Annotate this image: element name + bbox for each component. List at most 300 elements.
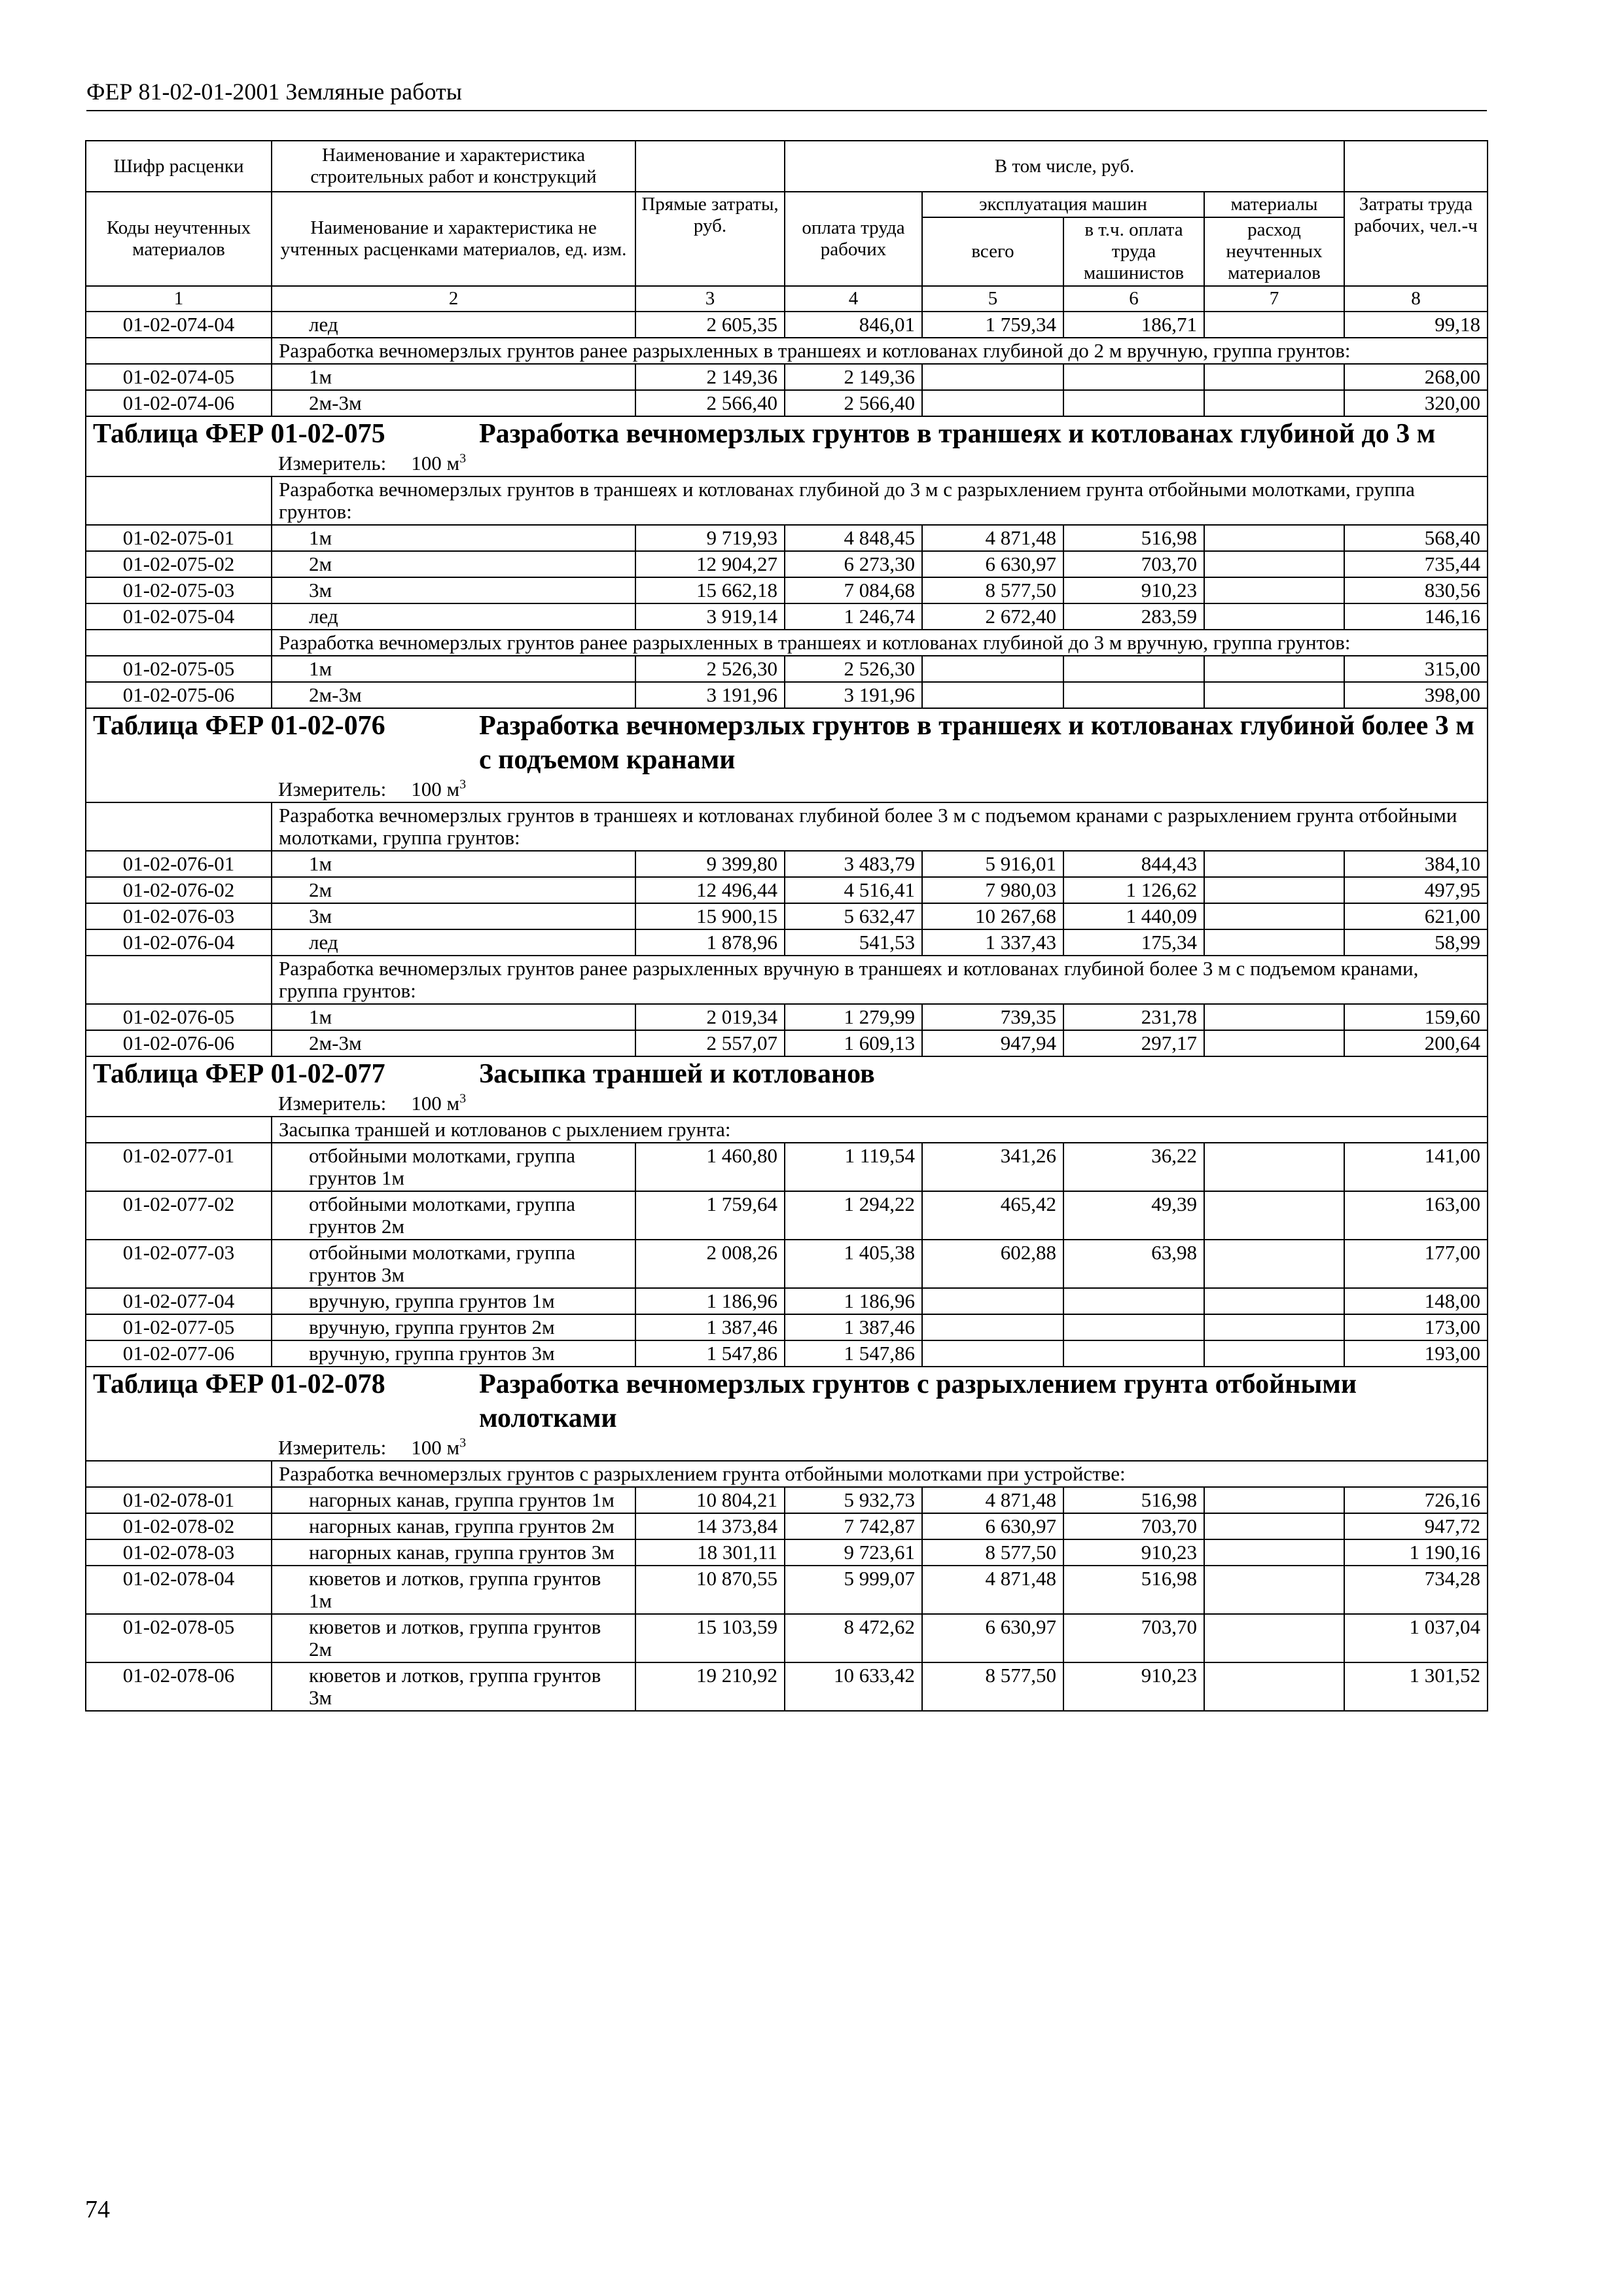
machines-labor: 186,71	[1063, 312, 1204, 338]
machines-labor: 1 440,09	[1063, 903, 1204, 929]
work-name: отбойными молотками, группа грунтов 3м	[272, 1240, 635, 1288]
group-description: Засыпка траншей и котлованов с рыхлением грунта:	[272, 1117, 1488, 1143]
materials-cost	[1204, 1487, 1344, 1513]
rate-code: 01-02-076-05	[86, 1004, 272, 1030]
meter-row	[86, 1435, 1488, 1461]
rate-code: 01-02-078-03	[86, 1539, 272, 1566]
meter-label: Измеритель:	[278, 1436, 387, 1459]
machines-total: 5 916,01	[922, 851, 1063, 877]
rate-code: 01-02-075-02	[86, 551, 272, 577]
table-head-row	[86, 192, 1488, 217]
machines-total: 465,42	[922, 1191, 1063, 1240]
col-direct-head-top	[635, 141, 785, 192]
labor-hours: 398,00	[1344, 682, 1488, 708]
direct-cost: 18 301,11	[635, 1539, 785, 1566]
direct-cost: 2 566,40	[635, 390, 785, 416]
machines-total: 6 630,97	[922, 1614, 1063, 1662]
labor-pay: 1 279,99	[785, 1004, 922, 1030]
labor-pay: 1 246,74	[785, 603, 922, 630]
materials-cost	[1204, 656, 1344, 682]
table-row	[86, 577, 1488, 603]
group-description: Разработка вечномерзлых грунтов ранее разрыхленных в траншеях и котлованах глубиной до 2 м вручную, группа грунтов:	[272, 338, 1488, 364]
machines-total	[922, 1314, 1063, 1340]
col-direct-head: Прямые затраты, руб.	[635, 192, 785, 286]
col-number: 6	[1063, 286, 1204, 312]
col-number: 7	[1204, 286, 1344, 312]
machines-labor: 63,98	[1063, 1240, 1204, 1288]
direct-cost: 19 210,92	[635, 1662, 785, 1711]
table-row	[86, 1340, 1488, 1367]
labor-hours: 200,64	[1344, 1030, 1488, 1056]
labor-hours: 177,00	[1344, 1240, 1488, 1288]
group-description-row	[86, 338, 1488, 364]
table-label: Таблица ФЕР 01-02-075	[93, 419, 385, 449]
labor-pay: 5 632,47	[785, 903, 922, 929]
work-name: кюветов и лотков, группа грунтов 1м	[272, 1566, 635, 1614]
direct-cost: 14 373,84	[635, 1513, 785, 1539]
labor-pay: 7 742,87	[785, 1513, 922, 1539]
labor-pay: 5 932,73	[785, 1487, 922, 1513]
work-name: лед	[272, 603, 635, 630]
labor-hours: 726,16	[1344, 1487, 1488, 1513]
materials-cost	[1204, 1513, 1344, 1539]
table-row	[86, 1314, 1488, 1340]
machines-total: 8 577,50	[922, 1662, 1063, 1711]
machines-total	[922, 390, 1063, 416]
table-row	[86, 551, 1488, 577]
meter-label: Измеритель:	[278, 452, 387, 475]
table-row	[86, 929, 1488, 956]
labor-hours: 315,00	[1344, 656, 1488, 682]
machines-labor: 910,23	[1063, 1539, 1204, 1566]
meter-blank	[86, 451, 272, 476]
machines-total: 8 577,50	[922, 1539, 1063, 1566]
machines-labor: 516,98	[1063, 1487, 1204, 1513]
meter-blank	[86, 1435, 272, 1461]
materials-cost	[1204, 551, 1344, 577]
table-row	[86, 312, 1488, 338]
machines-labor	[1063, 364, 1204, 390]
col-number: 8	[1344, 286, 1488, 312]
labor-pay: 1 405,38	[785, 1240, 922, 1288]
group-code-blank	[86, 630, 272, 656]
direct-cost: 12 904,27	[635, 551, 785, 577]
table-label: Таблица ФЕР 01-02-078	[93, 1369, 385, 1399]
work-name: 1м	[272, 851, 635, 877]
rate-code: 01-02-074-04	[86, 312, 272, 338]
materials-cost	[1204, 364, 1344, 390]
materials-cost	[1204, 603, 1344, 630]
direct-cost: 1 387,46	[635, 1314, 785, 1340]
table-title-cell	[86, 708, 1488, 777]
machines-labor: 703,70	[1063, 1513, 1204, 1539]
materials-cost	[1204, 1030, 1344, 1056]
work-name: нагорных канав, группа грунтов 2м	[272, 1513, 635, 1539]
direct-cost: 2 008,26	[635, 1240, 785, 1288]
labor-pay: 2 566,40	[785, 390, 922, 416]
table-row	[86, 1662, 1488, 1711]
col-including-head: В том числе, руб.	[785, 141, 1344, 192]
direct-cost: 2 526,30	[635, 656, 785, 682]
labor-pay: 5 999,07	[785, 1566, 922, 1614]
group-description-row	[86, 476, 1488, 525]
col-codes-materials-head: Коды неучтенных материалов	[86, 192, 272, 286]
page-number: 74	[85, 2196, 110, 2223]
materials-cost	[1204, 851, 1344, 877]
meter-cell	[272, 1091, 1488, 1117]
machines-total: 6 630,97	[922, 1513, 1063, 1539]
machines-total: 8 577,50	[922, 577, 1063, 603]
machines-total: 602,88	[922, 1240, 1063, 1288]
materials-cost	[1204, 1143, 1344, 1191]
work-name: 1м	[272, 656, 635, 682]
table-row	[86, 1030, 1488, 1056]
machines-labor	[1063, 682, 1204, 708]
labor-hours: 497,95	[1344, 877, 1488, 903]
rate-code: 01-02-076-03	[86, 903, 272, 929]
machines-total	[922, 1340, 1063, 1367]
labor-pay: 4 516,41	[785, 877, 922, 903]
materials-cost	[1204, 1288, 1344, 1314]
meter-exponent: 3	[459, 451, 467, 466]
rate-code: 01-02-074-06	[86, 390, 272, 416]
table-row	[86, 682, 1488, 708]
rate-code: 01-02-076-04	[86, 929, 272, 956]
work-name: лед	[272, 312, 635, 338]
labor-pay: 7 084,68	[785, 577, 922, 603]
table-row	[86, 1240, 1488, 1288]
labor-hours: 148,00	[1344, 1288, 1488, 1314]
col-machines-labor-head: в т.ч. оплата труда машинистов	[1063, 217, 1204, 286]
machines-total: 4 871,48	[922, 525, 1063, 551]
table-row	[86, 364, 1488, 390]
table-row	[86, 1513, 1488, 1539]
table-row	[86, 603, 1488, 630]
meter-cell	[272, 777, 1488, 802]
direct-cost: 2 149,36	[635, 364, 785, 390]
price-table	[85, 140, 1488, 1712]
labor-hours: 163,00	[1344, 1191, 1488, 1240]
rate-code: 01-02-074-05	[86, 364, 272, 390]
direct-cost: 10 804,21	[635, 1487, 785, 1513]
table-row	[86, 1614, 1488, 1662]
direct-cost: 15 900,15	[635, 903, 785, 929]
table-title: Разработка вечномерзлых грунтов в траншеях и котлованах глубиной до 3 м	[479, 419, 1436, 449]
group-code-blank	[86, 476, 272, 525]
col-materials-unaccounted-head: расход неучтенных материалов	[1204, 217, 1344, 286]
rate-code: 01-02-076-06	[86, 1030, 272, 1056]
materials-cost	[1204, 1340, 1344, 1367]
col-number: 5	[922, 286, 1063, 312]
group-code-blank	[86, 1117, 272, 1143]
machines-total: 2 672,40	[922, 603, 1063, 630]
materials-cost	[1204, 1539, 1344, 1566]
meter-exponent: 3	[459, 1435, 467, 1450]
col-labor-pay-head: оплата труда рабочих	[785, 192, 922, 286]
meter-value: 100 м	[411, 1436, 460, 1459]
machines-labor: 910,23	[1063, 577, 1204, 603]
labor-hours: 384,10	[1344, 851, 1488, 877]
direct-cost: 3 191,96	[635, 682, 785, 708]
machines-total: 4 871,48	[922, 1566, 1063, 1614]
meter-cell	[272, 1435, 1488, 1461]
labor-pay: 6 273,30	[785, 551, 922, 577]
work-name: отбойными молотками, группа грунтов 1м	[272, 1143, 635, 1191]
group-code-blank	[86, 338, 272, 364]
col-machines-total-head: всего	[922, 217, 1063, 286]
rate-code: 01-02-078-01	[86, 1487, 272, 1513]
machines-labor: 703,70	[1063, 551, 1204, 577]
materials-cost	[1204, 1191, 1344, 1240]
table-title: Разработка вечномерзлых грунтов в траншеях и котлованах глубиной более 3 м с подъемом кранами	[479, 711, 1474, 775]
table-title-row	[86, 416, 1488, 451]
group-description-row	[86, 1461, 1488, 1487]
labor-hours: 58,99	[1344, 929, 1488, 956]
labor-hours: 159,60	[1344, 1004, 1488, 1030]
table-title-cell	[86, 416, 1488, 451]
col-machines-head: эксплуатация машин	[922, 192, 1204, 217]
meter-row	[86, 1091, 1488, 1117]
work-name: 1м	[272, 525, 635, 551]
direct-cost: 2 605,35	[635, 312, 785, 338]
labor-hours: 99,18	[1344, 312, 1488, 338]
direct-cost: 10 870,55	[635, 1566, 785, 1614]
labor-pay: 1 186,96	[785, 1288, 922, 1314]
labor-pay: 3 483,79	[785, 851, 922, 877]
col-number: 4	[785, 286, 922, 312]
group-description-row	[86, 956, 1488, 1004]
meter-blank	[86, 777, 272, 802]
work-name: 3м	[272, 903, 635, 929]
rate-code: 01-02-075-06	[86, 682, 272, 708]
rate-code: 01-02-076-02	[86, 877, 272, 903]
machines-labor: 175,34	[1063, 929, 1204, 956]
rate-code: 01-02-077-06	[86, 1340, 272, 1367]
table-title-row	[86, 708, 1488, 777]
machines-total: 947,94	[922, 1030, 1063, 1056]
machines-labor	[1063, 656, 1204, 682]
machines-total: 4 871,48	[922, 1487, 1063, 1513]
work-name: кюветов и лотков, группа грунтов 3м	[272, 1662, 635, 1711]
machines-total	[922, 656, 1063, 682]
materials-cost	[1204, 1566, 1344, 1614]
rate-code: 01-02-075-05	[86, 656, 272, 682]
labor-pay: 1 609,13	[785, 1030, 922, 1056]
table-row	[86, 1566, 1488, 1614]
column-numbers-row	[86, 286, 1488, 312]
machines-labor: 516,98	[1063, 1566, 1204, 1614]
group-description-row	[86, 630, 1488, 656]
table-row	[86, 1191, 1488, 1240]
labor-pay: 541,53	[785, 929, 922, 956]
machines-labor: 283,59	[1063, 603, 1204, 630]
direct-cost: 3 919,14	[635, 603, 785, 630]
rate-code: 01-02-076-01	[86, 851, 272, 877]
materials-cost	[1204, 903, 1344, 929]
work-name: нагорных канав, группа грунтов 3м	[272, 1539, 635, 1566]
machines-total: 1 759,34	[922, 312, 1063, 338]
work-name: 2м	[272, 551, 635, 577]
machines-labor: 231,78	[1063, 1004, 1204, 1030]
labor-pay: 1 294,22	[785, 1191, 922, 1240]
labor-hours: 193,00	[1344, 1340, 1488, 1367]
col-labor-head: Затраты труда рабочих, чел.-ч	[1344, 192, 1488, 286]
machines-labor	[1063, 1288, 1204, 1314]
machines-labor: 49,39	[1063, 1191, 1204, 1240]
table-head-row	[86, 141, 1488, 192]
materials-cost	[1204, 1004, 1344, 1030]
materials-cost	[1204, 525, 1344, 551]
meter-cell	[272, 451, 1488, 476]
rate-code: 01-02-078-04	[86, 1566, 272, 1614]
col-code-head: Шифр расценки	[86, 141, 272, 192]
labor-hours: 735,44	[1344, 551, 1488, 577]
labor-pay: 1 387,46	[785, 1314, 922, 1340]
rate-code: 01-02-078-06	[86, 1662, 272, 1711]
table-row	[86, 390, 1488, 416]
labor-pay: 8 472,62	[785, 1614, 922, 1662]
machines-total	[922, 682, 1063, 708]
work-name: 1м	[272, 364, 635, 390]
labor-hours: 947,72	[1344, 1513, 1488, 1539]
materials-cost	[1204, 390, 1344, 416]
meter-value: 100 м	[411, 1092, 460, 1115]
table-row	[86, 525, 1488, 551]
rate-code: 01-02-077-01	[86, 1143, 272, 1191]
direct-cost: 1 759,64	[635, 1191, 785, 1240]
labor-pay: 4 848,45	[785, 525, 922, 551]
group-description: Разработка вечномерзлых грунтов в траншеях и котлованах глубиной до 3 м с разрыхлением грунта отбойными молотками, группа грунтов:	[272, 476, 1488, 525]
machines-labor: 844,43	[1063, 851, 1204, 877]
materials-cost	[1204, 1662, 1344, 1711]
machines-total: 10 267,68	[922, 903, 1063, 929]
materials-cost	[1204, 1314, 1344, 1340]
labor-pay: 10 633,42	[785, 1662, 922, 1711]
work-name: 2м-3м	[272, 1030, 635, 1056]
table-row	[86, 1539, 1488, 1566]
labor-hours: 320,00	[1344, 390, 1488, 416]
labor-hours: 173,00	[1344, 1314, 1488, 1340]
col-number: 3	[635, 286, 785, 312]
labor-pay: 2 149,36	[785, 364, 922, 390]
machines-labor: 516,98	[1063, 525, 1204, 551]
table-row	[86, 851, 1488, 877]
direct-cost: 1 878,96	[635, 929, 785, 956]
work-name: нагорных канав, группа грунтов 1м	[272, 1487, 635, 1513]
table-row	[86, 877, 1488, 903]
machines-labor	[1063, 1340, 1204, 1367]
direct-cost: 15 662,18	[635, 577, 785, 603]
group-description: Разработка вечномерзлых грунтов ранее разрыхленных в траншеях и котлованах глубиной до 3 м вручную, группа грунтов:	[272, 630, 1488, 656]
work-name: отбойными молотками, группа грунтов 2м	[272, 1191, 635, 1240]
group-description: Разработка вечномерзлых грунтов в траншеях и котлованах глубиной более 3 м с подъемом кранами с разрыхлением грунта отбойными молотками, группа грунтов:	[272, 802, 1488, 851]
col-materials-head: материалы	[1204, 192, 1344, 217]
labor-hours: 268,00	[1344, 364, 1488, 390]
machines-total: 7 980,03	[922, 877, 1063, 903]
group-code-blank	[86, 802, 272, 851]
labor-pay: 9 723,61	[785, 1539, 922, 1566]
work-name: 2м-3м	[272, 390, 635, 416]
group-description-row	[86, 1117, 1488, 1143]
work-name: 1м	[272, 1004, 635, 1030]
labor-pay: 846,01	[785, 312, 922, 338]
labor-hours: 830,56	[1344, 577, 1488, 603]
direct-cost: 9 399,80	[635, 851, 785, 877]
labor-hours: 621,00	[1344, 903, 1488, 929]
rate-code: 01-02-077-02	[86, 1191, 272, 1240]
meter-row	[86, 777, 1488, 802]
machines-total	[922, 1288, 1063, 1314]
col-number: 2	[272, 286, 635, 312]
table-row	[86, 903, 1488, 929]
labor-hours: 146,16	[1344, 603, 1488, 630]
rate-code: 01-02-075-01	[86, 525, 272, 551]
machines-labor	[1063, 390, 1204, 416]
direct-cost: 2 557,07	[635, 1030, 785, 1056]
machines-labor: 910,23	[1063, 1662, 1204, 1711]
rate-code: 01-02-077-05	[86, 1314, 272, 1340]
materials-cost	[1204, 929, 1344, 956]
meter-value: 100 м	[411, 778, 460, 800]
meter-label: Измеритель:	[278, 778, 387, 800]
work-name: вручную, группа грунтов 1м	[272, 1288, 635, 1314]
work-name: кюветов и лотков, группа грунтов 2м	[272, 1614, 635, 1662]
rate-code: 01-02-078-02	[86, 1513, 272, 1539]
machines-labor	[1063, 1314, 1204, 1340]
meter-label: Измеритель:	[278, 1092, 387, 1115]
work-name: 2м	[272, 877, 635, 903]
machines-labor: 36,22	[1063, 1143, 1204, 1191]
materials-cost	[1204, 682, 1344, 708]
table-title-row	[86, 1367, 1488, 1435]
direct-cost: 12 496,44	[635, 877, 785, 903]
table-row	[86, 1288, 1488, 1314]
col-labor-head-top	[1344, 141, 1488, 192]
table-title: Разработка вечномерзлых грунтов с разрыхлением грунта отбойными молотками	[479, 1369, 1357, 1433]
labor-hours: 1 190,16	[1344, 1539, 1488, 1566]
direct-cost: 15 103,59	[635, 1614, 785, 1662]
direct-cost: 1 547,86	[635, 1340, 785, 1367]
direct-cost: 1 460,80	[635, 1143, 785, 1191]
table-label: Таблица ФЕР 01-02-076	[93, 711, 385, 741]
meter-blank	[86, 1091, 272, 1117]
machines-labor: 703,70	[1063, 1614, 1204, 1662]
work-name: лед	[272, 929, 635, 956]
group-description-row	[86, 802, 1488, 851]
meter-exponent: 3	[459, 1091, 467, 1106]
direct-cost: 2 019,34	[635, 1004, 785, 1030]
table-label: Таблица ФЕР 01-02-077	[93, 1059, 385, 1089]
labor-pay: 2 526,30	[785, 656, 922, 682]
col-name-head-bottom: Наименование и характеристика не учтенных расценками материалов, ед. изм.	[272, 192, 635, 286]
work-name: вручную, группа грунтов 2м	[272, 1314, 635, 1340]
machines-total: 341,26	[922, 1143, 1063, 1191]
table-title-cell	[86, 1056, 1488, 1091]
table-row	[86, 1487, 1488, 1513]
materials-cost	[1204, 1240, 1344, 1288]
col-number: 1	[86, 286, 272, 312]
labor-hours: 1 037,04	[1344, 1614, 1488, 1662]
machines-labor: 1 126,62	[1063, 877, 1204, 903]
group-description: Разработка вечномерзлых грунтов с разрыхлением грунта отбойными молотками при устройстве:	[272, 1461, 1488, 1487]
table-row	[86, 1004, 1488, 1030]
rate-code: 01-02-077-03	[86, 1240, 272, 1288]
col-name-head-top: Наименование и характеристика строительных работ и конструкций	[272, 141, 635, 192]
rate-code: 01-02-077-04	[86, 1288, 272, 1314]
group-code-blank	[86, 1461, 272, 1487]
group-description: Разработка вечномерзлых грунтов ранее разрыхленных вручную в траншеях и котлованах глубиной более 3 м с подъемом кранами, группа грунтов:	[272, 956, 1488, 1004]
labor-pay: 3 191,96	[785, 682, 922, 708]
